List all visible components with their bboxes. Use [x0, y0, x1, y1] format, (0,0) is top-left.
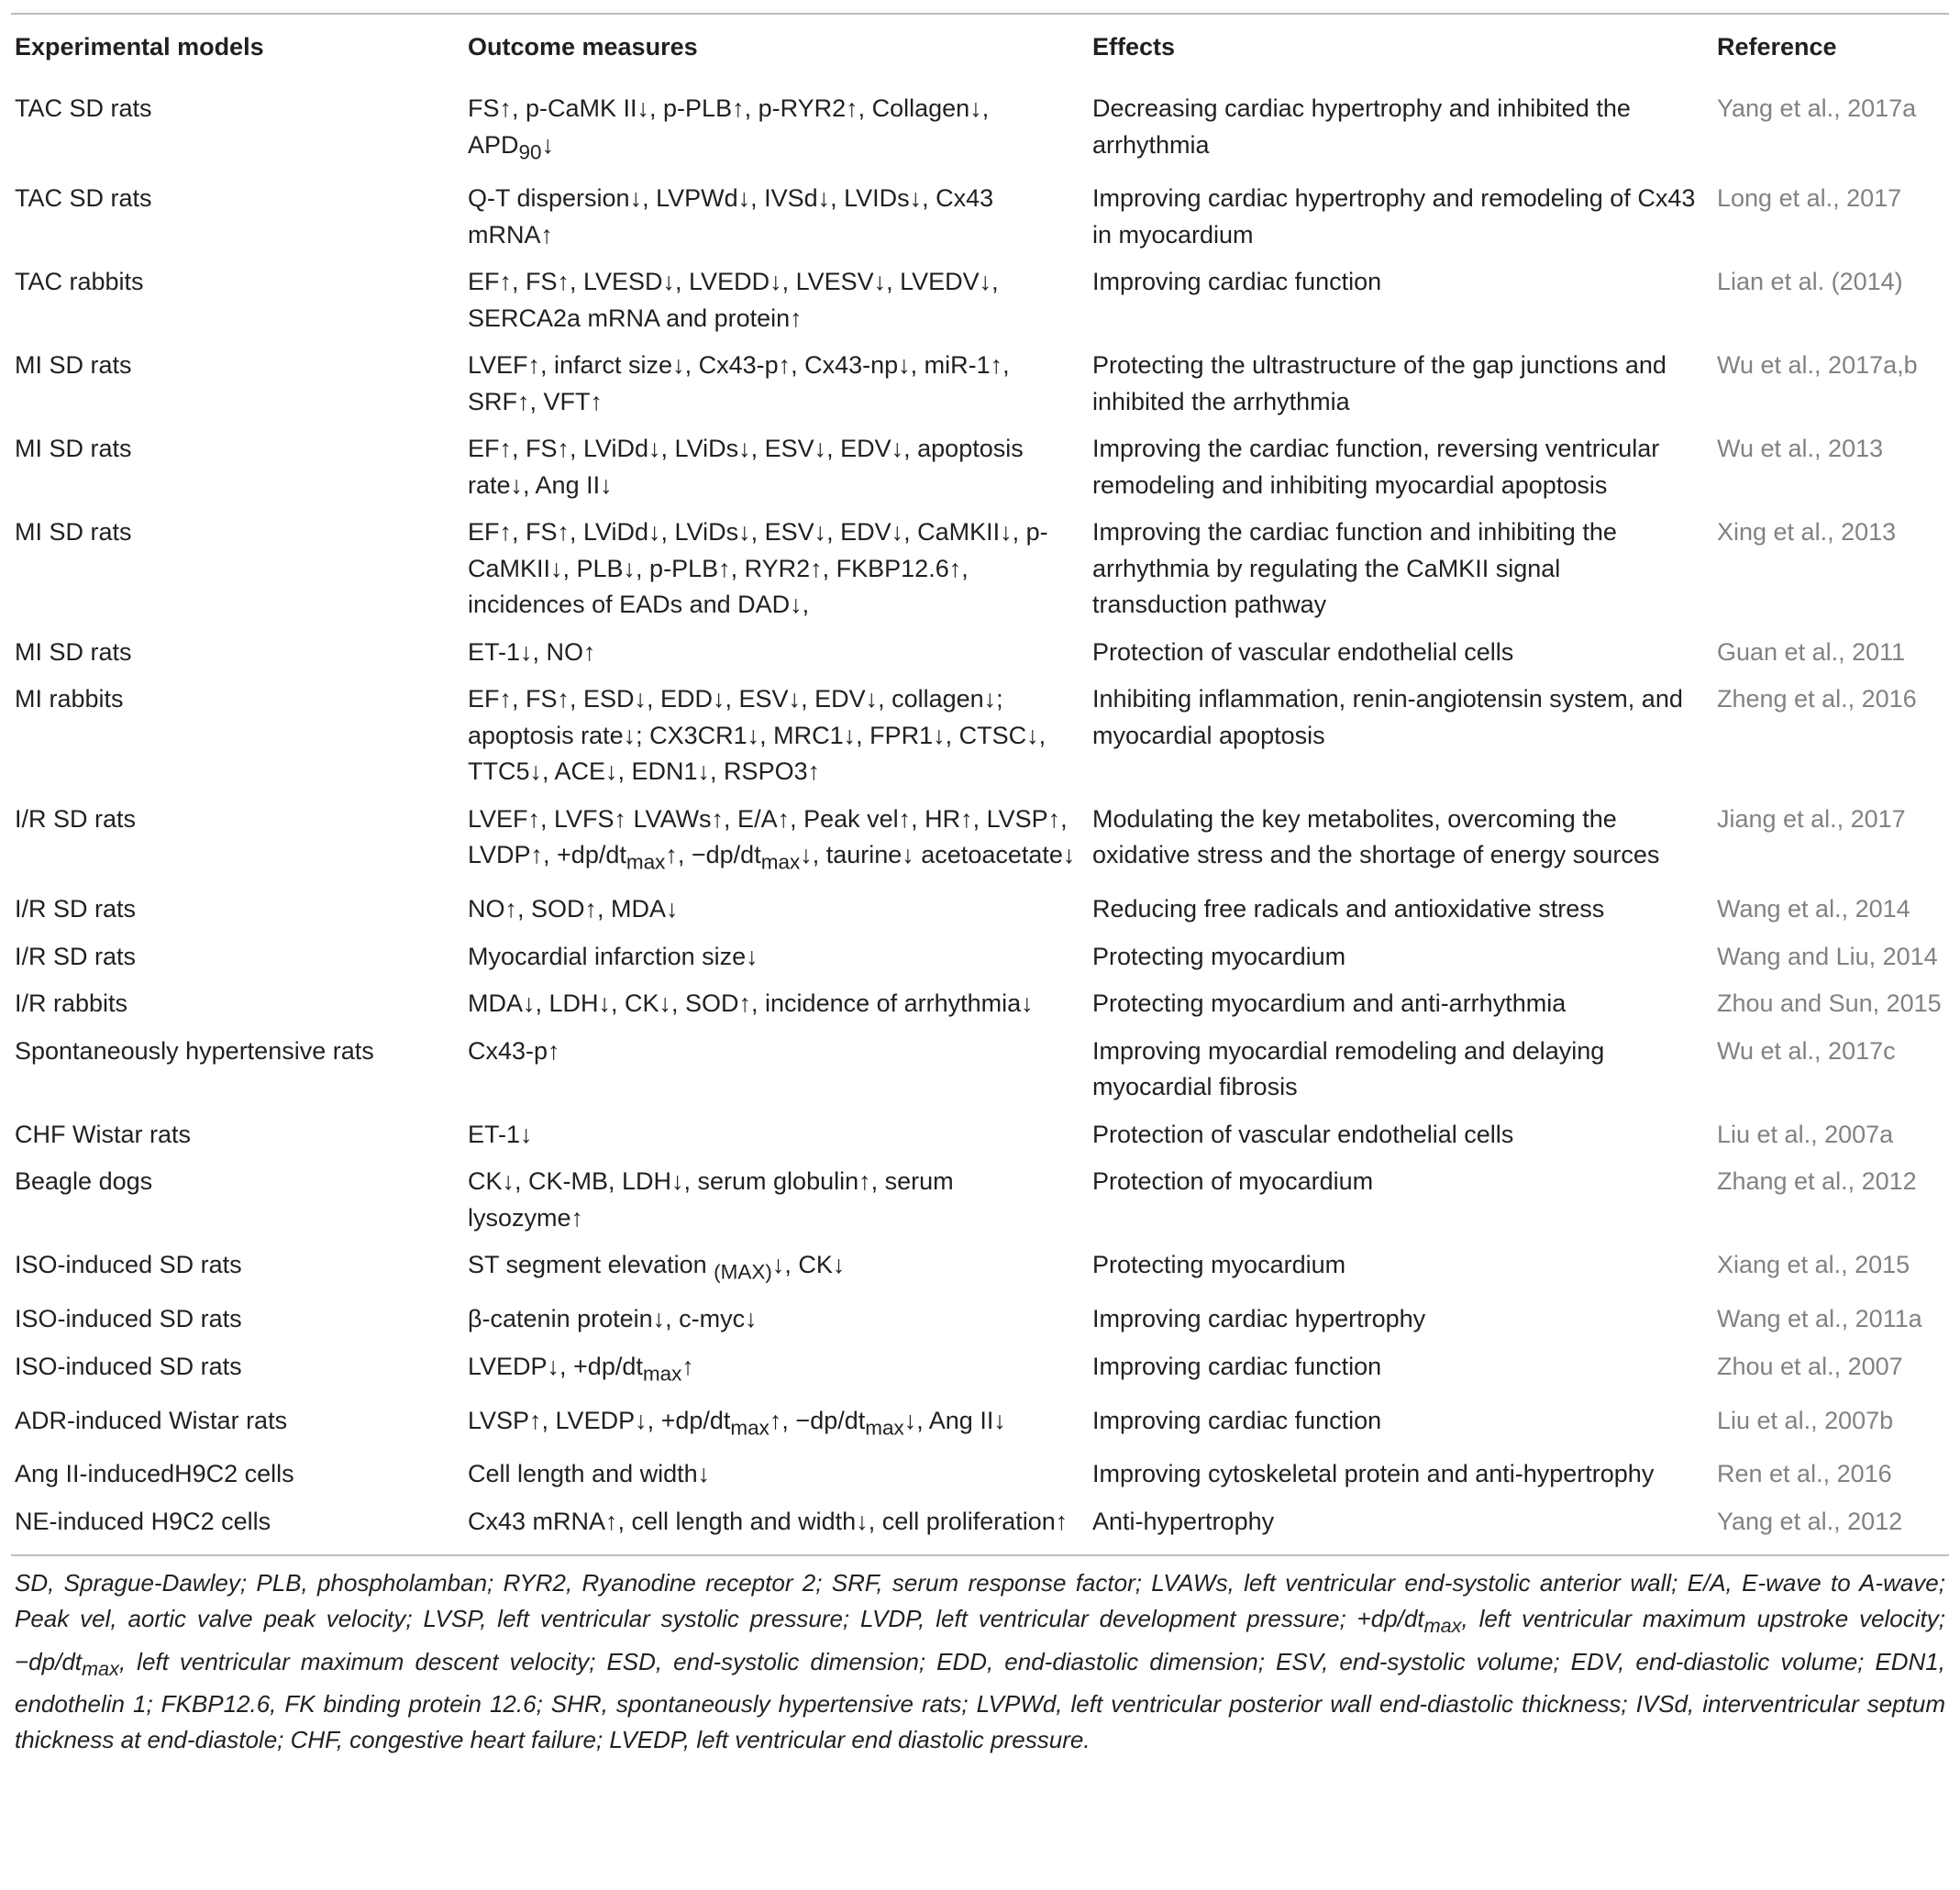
cell-reference: Zhang et al., 2012: [1717, 1167, 1917, 1196]
cell-experimental-model: NE-induced H9C2 cells: [15, 1507, 271, 1535]
cell-experimental-model: ISO-induced SD rats: [15, 1352, 242, 1380]
table-body: [11, 78, 1949, 1554]
cell-effects: Improving cardiac function: [1092, 268, 1382, 296]
header-outcome-measures: Outcome measures: [468, 33, 698, 61]
cell-reference: Liu et al., 2007b: [1717, 1406, 1894, 1434]
cell-outcome-measures: LVEF↑, infarct size↓, Cx43-p↑, Cx43-np↓, miR-1↑, SRF↑, VFT↑: [468, 351, 1010, 415]
cell-outcome-measures: FS↑, p-CaMK II↓, p-PLB↑, p-RYR2↑, Collagen↓, $APD_{90}↓$: [468, 94, 990, 163]
table-footnote: SD, Sprague-Dawley; PLB, phospholamban; RYR2, Ryanodine receptor 2; SRF, serum response factor; LVAWs, left ventricular end-systolic anterior wall; E/A, E-wave to A-wave; Peak vel, aortic valve peak velocity; LVSP, left ventricular systolic pressure; LVDP, left ventricular development pressure; $+dp/dt_{max}$, left ventricular maximum upstroke velocity; $-dp/dt_{max}$, left ventricular maximum descent velocity; ESD, end-systolic dimension; EDD, end-diastolic dimension; ESV, end-systolic volume; EDV, end-diastolic volume; EDN1, endothelin 1; FKBP12.6, FK binding protein 12.6; SHR, spontaneously hypertensive rats; LVPWd, left ventricular posterior wall end-diastolic thickness; IVSd, interventricular septum thickness at end-diastole; CHF, congestive heart failure; LVEDP, left ventricular end diastolic pressure.: [15, 1569, 1945, 1753]
cell-effects: Modulating the key metabolites, overcoming the oxidative stress and the shortage of energy sources: [1092, 804, 1660, 869]
cell-outcome-measures: β-catenin protein↓, c-myc↓: [468, 1305, 758, 1333]
cell-reference: Wang et al., 2011a: [1717, 1305, 1922, 1333]
table-row: [11, 1343, 1949, 1398]
cell-effects: Protecting the ultrastructure of the gap junctions and inhibited the arrhythmia: [1092, 351, 1667, 415]
cell-effects: Improving cardiac hypertrophy: [1092, 1305, 1426, 1333]
table-row: [11, 1498, 1949, 1555]
cell-experimental-model: MI SD rats: [15, 351, 132, 380]
cell-outcome-measures: EF↑, FS↑, ESD↓, EDD↓, ESV↓, EDV↓, collagen↓; apoptosis rate↓; CX3CR1↓, MRC1↓, FPR1↓, CTSC↓, TTC5↓, ACE↓, EDN1↓, RSPO3↑: [468, 685, 1046, 786]
cell-effects: Improving myocardial remodeling and delaying myocardial fibrosis: [1092, 1036, 1605, 1101]
cell-reference: Liu et al., 2007a: [1717, 1120, 1894, 1148]
cell-effects: Protecting myocardium: [1092, 942, 1346, 970]
cell-experimental-model: I/R SD rats: [15, 942, 137, 970]
cell-experimental-model: MI rabbits: [15, 685, 124, 713]
table-row: [11, 980, 1949, 1028]
cell-reference: Zhou and Sun, 2015: [1717, 989, 1942, 1018]
cell-outcome-measures: NO↑, SOD↑, MDA↓: [468, 895, 679, 923]
cell-reference: Ren et al., 2016: [1717, 1460, 1892, 1488]
cell-outcome-measures: Cx43-p↑: [468, 1036, 560, 1065]
table-row: [11, 1451, 1949, 1498]
cell-effects: Protection of myocardium: [1092, 1167, 1374, 1196]
cell-outcome-measures: EF↑, FS↑, LViDd↓, LViDs↓, ESV↓, EDV↓, apoptosis rate↓, Ang II↓: [468, 435, 1024, 499]
cell-outcome-measures: Q-T dispersion↓, LVPWd↓, IVSd↓, LVIDs↓, Cx43 mRNA↑: [468, 184, 994, 249]
cell-reference: Lian et al. (2014): [1717, 268, 1903, 296]
cell-experimental-model: I/R SD rats: [15, 804, 137, 833]
cell-reference: Guan et al., 2011: [1717, 637, 1906, 666]
table-row: [11, 1242, 1949, 1296]
table-row: [11, 1296, 1949, 1343]
cell-effects: Improving cardiac function: [1092, 1352, 1382, 1380]
cell-outcome-measures: EF↑, FS↑, LViDd↓, LViDs↓, ESV↓, EDV↓, CaMKII↓, p-CaMKII↓, PLB↓, p-PLB↑, RYR2↑, FKBP12.6↑, incidences of EADs and DAD↓,: [468, 518, 1048, 619]
cell-outcome-measures: ET-1↓, NO↑: [468, 637, 596, 666]
cell-effects: Decreasing cardiac hypertrophy and inhibited the arrhythmia: [1092, 94, 1631, 159]
cell-experimental-model: TAC SD rats: [15, 184, 152, 213]
table-row: [11, 796, 1949, 886]
table-row: [11, 1398, 1949, 1452]
cell-experimental-model: MI SD rats: [15, 435, 132, 463]
cell-experimental-model: ISO-induced SD rats: [15, 1251, 242, 1279]
cell-outcome-measures: Cx43 mRNA↑, cell length and width↓, cell proliferation↑: [468, 1507, 1069, 1535]
cell-experimental-model: ADR-induced Wistar rats: [15, 1406, 288, 1434]
cell-reference: Zheng et al., 2016: [1717, 685, 1917, 713]
cell-effects: Protecting myocardium and anti-arrhythmia: [1092, 989, 1567, 1018]
table-row: [11, 426, 1949, 509]
table-row: [11, 78, 1949, 175]
cell-effects: Protection of vascular endothelial cells: [1092, 637, 1514, 666]
cell-effects: Anti-hypertrophy: [1092, 1507, 1275, 1535]
table-row: [11, 1158, 1949, 1242]
cell-experimental-model: Spontaneously hypertensive rats: [15, 1036, 374, 1065]
cell-outcome-measures: EF↑, FS↑, LVESD↓, LVEDD↓, LVESV↓, LVEDV↓, SERCA2a mRNA and protein↑: [468, 268, 999, 332]
cell-experimental-model: I/R rabbits: [15, 989, 128, 1018]
cell-reference: Wu et al., 2017c: [1717, 1036, 1896, 1065]
cell-outcome-measures: Myocardial infarction size↓: [468, 942, 759, 970]
cell-reference: Wu et al., 2017a,b: [1717, 351, 1918, 380]
cell-outcome-measures: Cell length and width↓: [468, 1460, 711, 1488]
cell-outcome-measures: ET-1↓: [468, 1120, 533, 1148]
table-row: [11, 629, 1949, 677]
cell-reference: Xiang et al., 2015: [1717, 1251, 1910, 1279]
cell-reference: Yang et al., 2017a: [1717, 94, 1917, 122]
cell-reference: Long et al., 2017: [1717, 184, 1902, 213]
cell-experimental-model: TAC rabbits: [15, 268, 144, 296]
cell-reference: Zhou et al., 2007: [1717, 1352, 1903, 1380]
table-row: [11, 259, 1949, 342]
table-row: [11, 342, 1949, 426]
cell-experimental-model: Ang II-inducedH9C2 cells: [15, 1460, 294, 1488]
cell-effects: Improving cytoskeletal protein and anti-hypertrophy: [1092, 1460, 1655, 1488]
cell-experimental-model: MI SD rats: [15, 637, 132, 666]
cell-experimental-model: I/R SD rats: [15, 895, 137, 923]
cell-experimental-model: TAC SD rats: [15, 94, 152, 122]
cell-outcome-measures: LVEDP↓, $+dp/dt_{max}↑$: [468, 1352, 694, 1386]
cell-effects: Improving the cardiac function and inhibiting the arrhythmia by regulating the CaMKII signal transduction pathway: [1092, 518, 1617, 619]
cell-effects: Protection of vascular endothelial cells: [1092, 1120, 1514, 1148]
cell-effects: Improving the cardiac function, reversing ventricular remodeling and inhibiting myocardial apoptosis: [1092, 435, 1660, 499]
table-row: [11, 1028, 1949, 1111]
cell-effects: Inhibiting inflammation, renin-angiotensin system, and myocardial apoptosis: [1092, 685, 1683, 749]
cell-experimental-model: Beagle dogs: [15, 1167, 153, 1196]
header-experimental-models: Experimental models: [15, 33, 264, 61]
cell-effects: Improving cardiac hypertrophy and remodeling of Cx43 in myocardium: [1092, 184, 1696, 249]
table-row: [11, 175, 1949, 259]
table-container: [11, 13, 1949, 1757]
table-row: [11, 676, 1949, 796]
cell-reference: Yang et al., 2012: [1717, 1507, 1903, 1535]
cell-effects: Protecting myocardium: [1092, 1251, 1346, 1279]
cell-outcome-measures: MDA↓, LDH↓, CK↓, SOD↑, incidence of arrhythmia↓: [468, 989, 1034, 1018]
table-row: [11, 1111, 1949, 1159]
cell-outcome-measures: LVEF↑, LVFS↑ LVAWs↑, E/A↑, Peak vel↑, HR↑, LVSP↑, LVDP↑, $+dp/dt_{max}↑$, $-dp/dt_{max}↓$, taurine↓ acetoacetate↓: [468, 804, 1076, 874]
cell-outcome-measures: ST segment elevation $_{(MAX)}$↓, CK↓: [468, 1251, 846, 1284]
header-reference: Reference: [1717, 33, 1837, 61]
cell-experimental-model: MI SD rats: [15, 518, 132, 547]
table-row: [11, 934, 1949, 981]
cell-outcome-measures: CK↓, CK-MB, LDH↓, serum globulin↑, serum lysozyme↑: [468, 1167, 954, 1232]
table-row: [11, 509, 1949, 629]
cell-reference: Jiang et al., 2017: [1717, 804, 1906, 833]
cell-outcome-measures: LVSP↑, LVEDP↓, $+dp/dt_{max}↑$, $-dp/dt_{max}↓$, Ang II↓: [468, 1406, 1006, 1439]
table-row: [11, 886, 1949, 934]
cell-reference: Wang et al., 2014: [1717, 895, 1910, 923]
cell-effects: Reducing free radicals and antioxidative stress: [1092, 895, 1605, 923]
cell-reference: Xing et al., 2013: [1717, 518, 1897, 547]
cell-experimental-model: CHF Wistar rats: [15, 1120, 191, 1148]
header-row: [11, 15, 1949, 78]
cell-reference: Wu et al., 2013: [1717, 435, 1884, 463]
header-effects: Effects: [1092, 33, 1176, 61]
cell-reference: Wang and Liu, 2014: [1717, 942, 1938, 970]
data-table: [11, 15, 1949, 1554]
cell-effects: Improving cardiac function: [1092, 1406, 1382, 1434]
cell-experimental-model: ISO-induced SD rats: [15, 1305, 242, 1333]
